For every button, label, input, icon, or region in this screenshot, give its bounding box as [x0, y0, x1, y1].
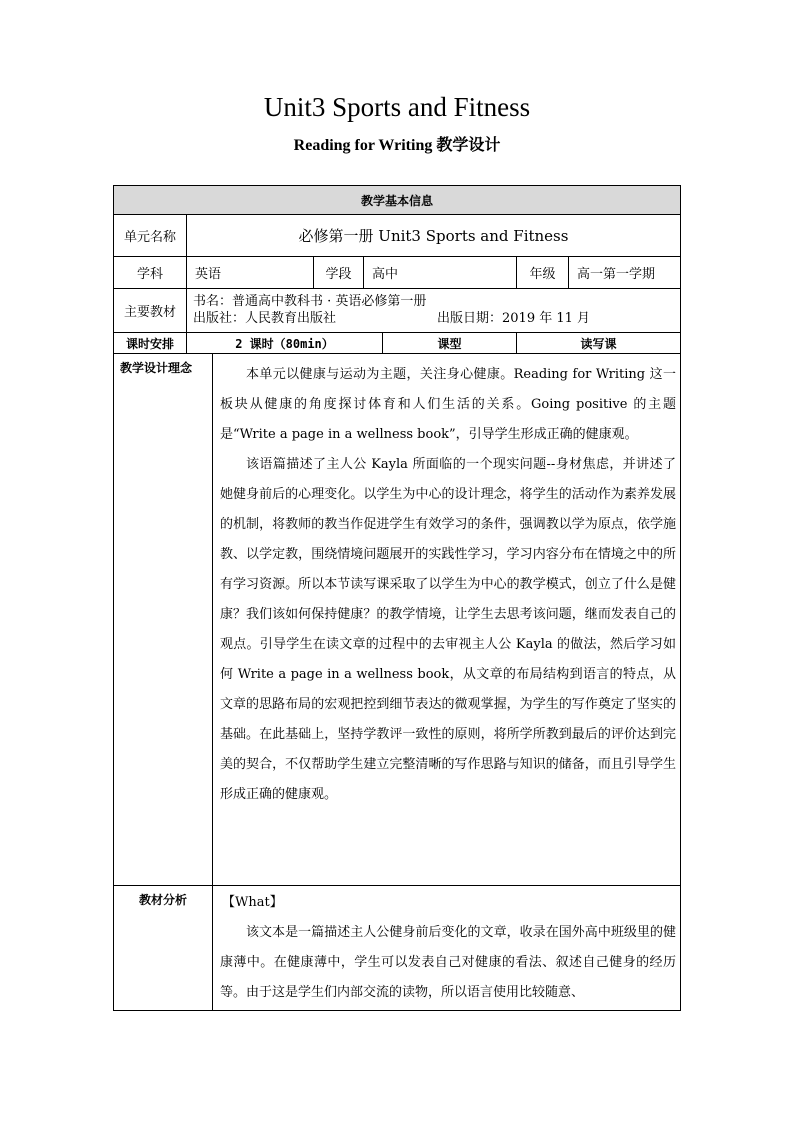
concept-label: 教学设计理念 — [120, 361, 193, 375]
unit-value: 必修第一册 Unit3 Sports and Fitness — [186, 215, 680, 256]
document-subtitle: Reading for Writing 教学设计 — [293, 137, 501, 154]
concept-paragraph-2: 该语篇描述了主人公 Kayla 所面临的一个现实问题--身材焦虑，并讲述了她健身前后的心理变化。以学生为中心的设计理念，将学生的活动作为素养发展的机制，将教师的教当作促进学生有效学习的条件，强调教以学为原点，依学施教、以学定教，围绕情境问题展开的实践性学习，学习内容分布在情境之中的所有学习资源。所以本节读写课采取了以学生为中心的教学模式，创立了什么是健康？我们该如何保持健康？的教学情境，让学生去思考该问题，继而发表自己的观点。引导学生在读文章的过程中的去审视主人公 Kayla 的做法，然后学习如何 Write a page in a wellness book，从文章的布局结构到语言的特点，从文章的思路布局的宏观把控到细节表达的微观掌握，为学生的写作奠定了坚实的基础。在此基础上，坚持学教评一致性的原则，将所学所教到最后的评价达到完美的契合，不仅帮助学生建立完整清晰的写作思路与知识的储备，而且引导学生形成正确的健康观。 — [220, 457, 676, 802]
lesson-info-table — [113, 185, 681, 1011]
publish-date: 出版日期：2019 年 11 月 — [437, 311, 591, 326]
type-label: 课型 — [382, 333, 516, 353]
grade-label: 年级 — [516, 257, 568, 288]
subject-label: 学科 — [136, 267, 163, 282]
table-header: 教学基本信息 — [114, 186, 680, 214]
subject-value: 英语 — [186, 257, 313, 288]
table-header-row — [113, 185, 681, 215]
hours-value: 2 课时（80min） — [186, 333, 382, 353]
analysis-what: 【What】 — [222, 895, 283, 910]
textbook-name: 书名：普通高中教科书 · 英语必修第一册 — [193, 294, 427, 309]
stage-label: 学段 — [313, 257, 363, 288]
concept-paragraph-1: 本单元以健康与运动为主题，关注身心健康。Reading for Writing 这一板块从健康的角度探讨体育和人们生活的关系。Going positive 的主题是“Write a page in a wellness book”，引导学生形成正确的健康观。 — [220, 367, 676, 442]
stage-value: 高中 — [363, 257, 516, 288]
analysis-paragraph: 该文本是一篇描述主人公健身前后变化的文章，收录在国外高中班级里的健康薄中。在健康薄中，学生可以发表自己对健康的看法、叙述自己健身的经历等。由于这是学生们内部交流的读物，所以语言使用比较随意、 — [220, 925, 676, 1000]
textbook-info — [186, 289, 680, 332]
publisher: 出版社：人民教育出版社 — [193, 311, 337, 326]
textbook-label: 主要教材 — [123, 305, 176, 320]
grade-value: 高一第一学期 — [568, 257, 680, 288]
hours-label: 课时安排 — [125, 336, 174, 351]
document-title: Unit3 Sports and Fitness — [263, 92, 531, 122]
concept-row — [113, 354, 681, 886]
hours-row — [113, 333, 681, 354]
analysis-label: 教材分析 — [138, 893, 187, 907]
textbook-row — [113, 289, 681, 333]
type-value: 读写课 — [516, 333, 680, 353]
analysis-row — [113, 886, 681, 1011]
subject-row — [113, 257, 681, 289]
analysis-body — [220, 888, 676, 1008]
unit-row — [113, 215, 681, 257]
unit-label: 单元名称 — [123, 230, 176, 245]
concept-body — [220, 360, 676, 810]
